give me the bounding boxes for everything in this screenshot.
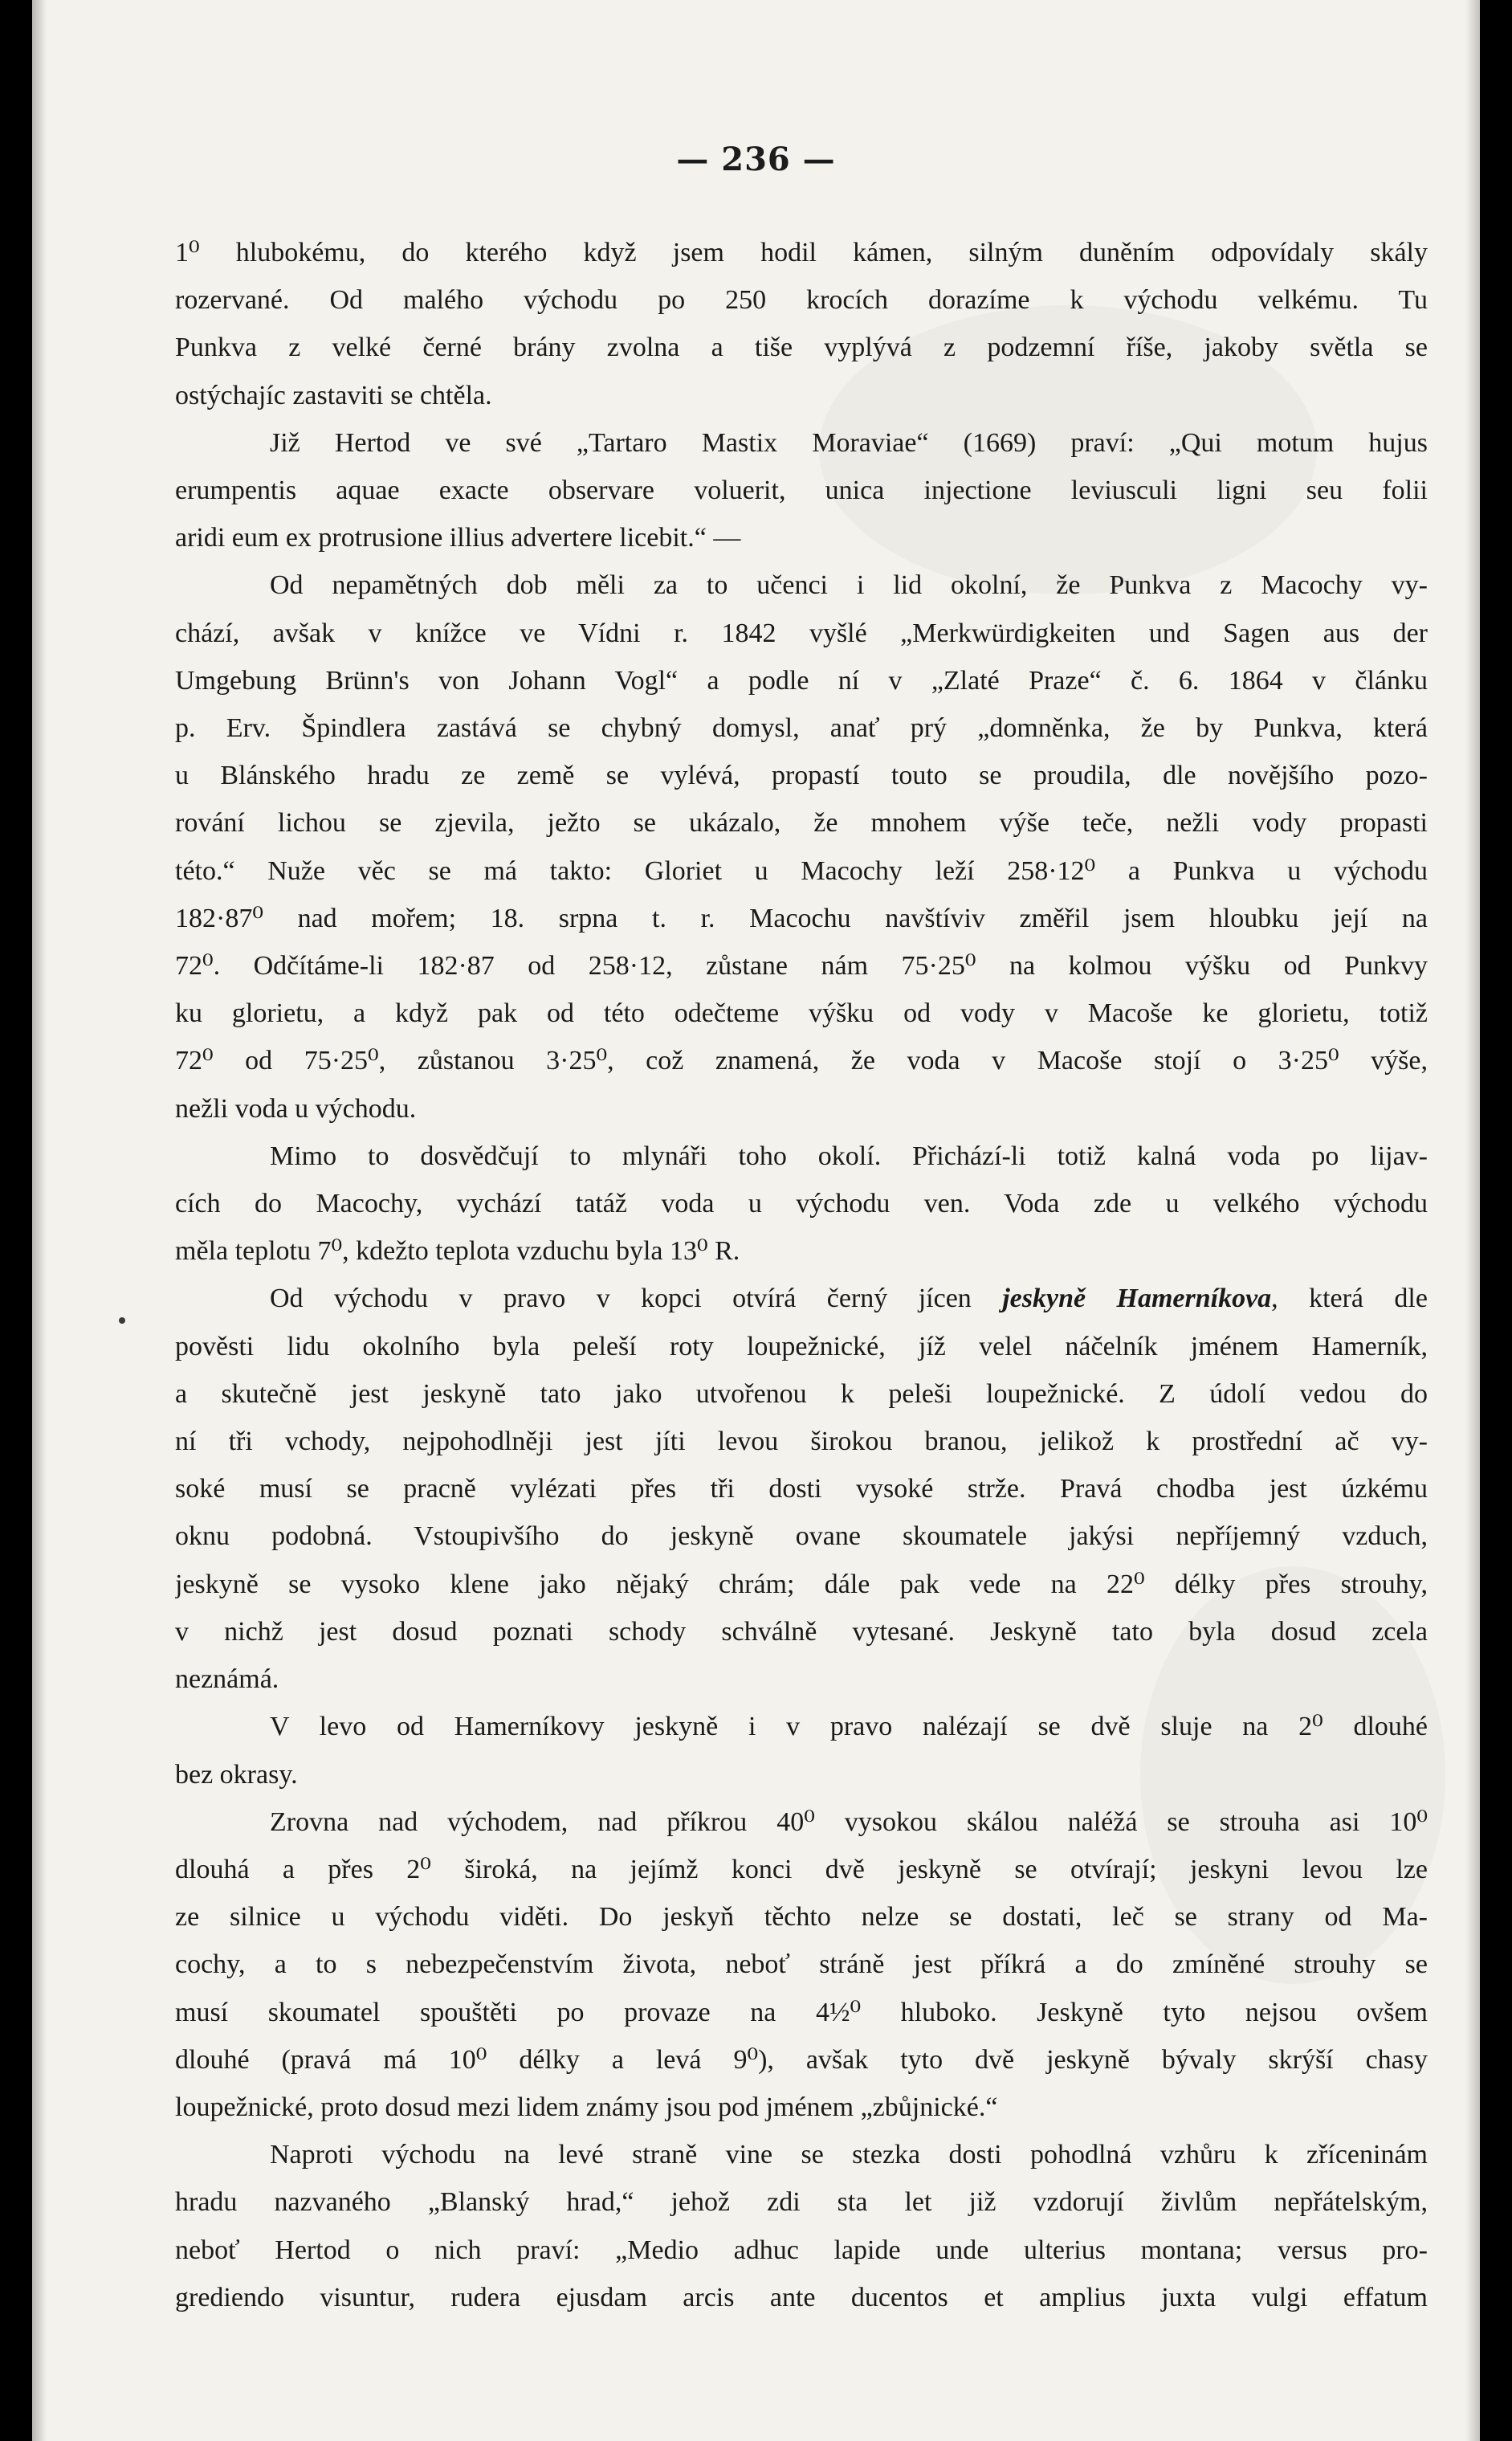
text-line: Již Hertod ve své „Tartaro Mastix Moraviae“ (1669) praví: „Qui motum hujus xyxy=(270,427,1428,458)
text-line: v nichž jest dosud poznati schody schválně vytesané. Jeskyně tato byla dosud zcela xyxy=(175,1616,1428,1647)
text-line: jeskyně se vysoko klene jako nějaký chrám; dále pak vede na 22⁰ délky přes strouhy, xyxy=(175,1569,1428,1599)
text-line: musí skoumatel spouštěti po provaze na 4½⁰ hluboko. Jeskyně tyto nejsou ovšem xyxy=(175,1997,1428,2027)
text-line: V levo od Hamerníkovy jeskyně i v pravo nalézají se dvě sluje na 2⁰ dlouhé xyxy=(270,1712,1428,1742)
text-line: 1⁰ hlubokému, do kterého když jsem hodil kámen, silným duněním odpovídaly skály xyxy=(175,238,1428,267)
text-line: nežli voda u východu. xyxy=(175,1093,417,1124)
text-line: rozervané. Od malého východu po 250 krocích dorazíme k východu velkému. Tu xyxy=(175,285,1428,316)
text-line: erumpentis aquae exacte observare voluerit, unica injectione leviusculi ligni seu folii xyxy=(175,476,1428,506)
text-line: Umgebung Brünn's von Johann Vogl“ a podle ní v „Zlaté Praze“ č. 6. 1864 v článku xyxy=(175,665,1428,696)
text-line: Punkva z velké černé brány zvolna a tiše vyplývá z podzemní říše, jakoby světla se xyxy=(175,333,1428,363)
page-edge-shadow-left xyxy=(32,0,47,2441)
text-line: ostýchajíc zastaviti se chtěla. xyxy=(175,380,492,410)
text-line: Mimo to dosvědčují to mlynáři toho okolí. Přichází-li totiž kalná voda po lijav- xyxy=(270,1141,1428,1171)
book-page xyxy=(32,0,1480,2441)
text-line: grediendo visuntur, rudera ejusdam arcis ante ducentos et amplius juxta vulgi effatum xyxy=(175,2282,1428,2312)
text-line: cích do Macochy, vychází tatáž voda u východu ven. Voda zde u velkého východu xyxy=(175,1189,1428,1219)
text-line: neboť Hertod o nich praví: „Medio adhuc lapide unde ulterius montana; versus pro- xyxy=(175,2235,1428,2265)
text-line: ku glorietu, a když pak od této odečteme výšku od vody v Macoše ke glorietu, totiž xyxy=(175,998,1428,1029)
text-line: 182·87⁰ nad mořem; 18. srpna t. r. Macochu navštíviv změřil jsem hloubku její na xyxy=(175,903,1428,933)
text-line: 72⁰ od 75·25⁰, zůstanou 3·25⁰, což znamená, že voda v Macoše stojí o 3·25⁰ výše, xyxy=(175,1046,1428,1076)
page-number: — 236 — xyxy=(676,141,836,178)
page-edge-shadow-right xyxy=(1465,0,1480,2441)
text-line: Zrovna nad východem, nad příkrou 40⁰ vysokou skálou naléžá se strouha asi 10⁰ xyxy=(270,1806,1428,1837)
text-line: této.“ Nuže věc se má takto: Gloriet u Macochy leží 258·12⁰ a Punkva u východu xyxy=(175,855,1428,886)
text-line: rování lichou se zjevila, ježto se ukázalo, že mnohem výše teče, nežli vody propasti xyxy=(175,808,1428,839)
text-line: měla teplotu 7⁰, kdežto teplota vzduchu byla 13⁰ R. xyxy=(175,1236,740,1267)
text-line: chází, avšak v knížce ve Vídni r. 1842 vyšlé „Merkwürdigkeiten und Sagen aus der xyxy=(175,618,1428,648)
text-line: dlouhé (pravá má 10⁰ délky a levá 9⁰), avšak tyto dvě jeskyně bývaly skrýší chasy xyxy=(175,2044,1428,2075)
text-line: Od nepamětných dob měli za to učenci i lid okolní, že Punkva z Macochy vy- xyxy=(270,570,1428,601)
ink-spot xyxy=(119,1317,125,1324)
text-line: Od východu v pravo v kopci otvírá černý jícen jeskyně Hamerníkova, která dle xyxy=(270,1284,1428,1314)
body-text xyxy=(175,229,1428,2321)
text-line: Naproti východu na levé straně vine se stezka dosti pohodlná vzhůru k zříceninám xyxy=(270,2140,1428,2170)
text-line: a skutečně jest jeskyně tato jako utvořenou k peleši loupežnické. Z údolí vedou do xyxy=(175,1378,1428,1409)
text-line: ní tři vchody, nejpohodlněji jest jíti levou širokou branou, jelikož k prostřední ač vy- xyxy=(175,1427,1428,1457)
text-line: bez okrasy. xyxy=(175,1759,298,1790)
text-line: 72⁰. Odčítáme-li 182·87 od 258·12, zůstane nám 75·25⁰ na kolmou výšku od Punkvy xyxy=(175,951,1428,982)
text-line: p. Erv. Špindlera zastává se chybný domysl, anať prý „domněnka, že by Punkva, která xyxy=(175,713,1428,744)
text-line: soké musí se pracně vylézati přes tři dosti vysoké strže. Pravá chodba jest úzkému xyxy=(175,1474,1428,1504)
text-line: aridi eum ex protrusione illius advertere licebit.“ — xyxy=(175,523,741,553)
text-line: neznámá. xyxy=(175,1664,279,1695)
text-line: ze silnice u východu viděti. Do jeskyň těchto nelze se dostati, leč se strany od Ma- xyxy=(175,1902,1428,1933)
text-line: u Blánského hradu ze země se vylévá, propastí touto se proudila, dle novějšího pozo- xyxy=(175,761,1428,791)
text-line: hradu nazvaného „Blanský hrad,“ jehož zdi sta let již vzdorují živlům nepřátelským, xyxy=(175,2187,1428,2218)
text-line: dlouhá a přes 2⁰ široká, na jejímž konci dvě jeskyně se otvírají; jeskyni levou lze xyxy=(175,1854,1428,1884)
text-line: loupežnické, proto dosud mezi lidem známy jsou pod jménem „zbůjnické.“ xyxy=(175,2092,998,2122)
text-line: pověsti lidu okolního byla peleší roty loupežnické, jíž velel náčelník jménem Hamerník, xyxy=(175,1331,1428,1361)
text-line: cochy, a to s nebezpečenstvím života, neboť stráně jest příkrá a do zmíněné strouhy se xyxy=(175,1949,1428,1980)
text-line: oknu podobná. Vstoupivšího do jeskyně ovane skoumatele jakýsi nepříjemný vzduch, xyxy=(175,1521,1428,1552)
